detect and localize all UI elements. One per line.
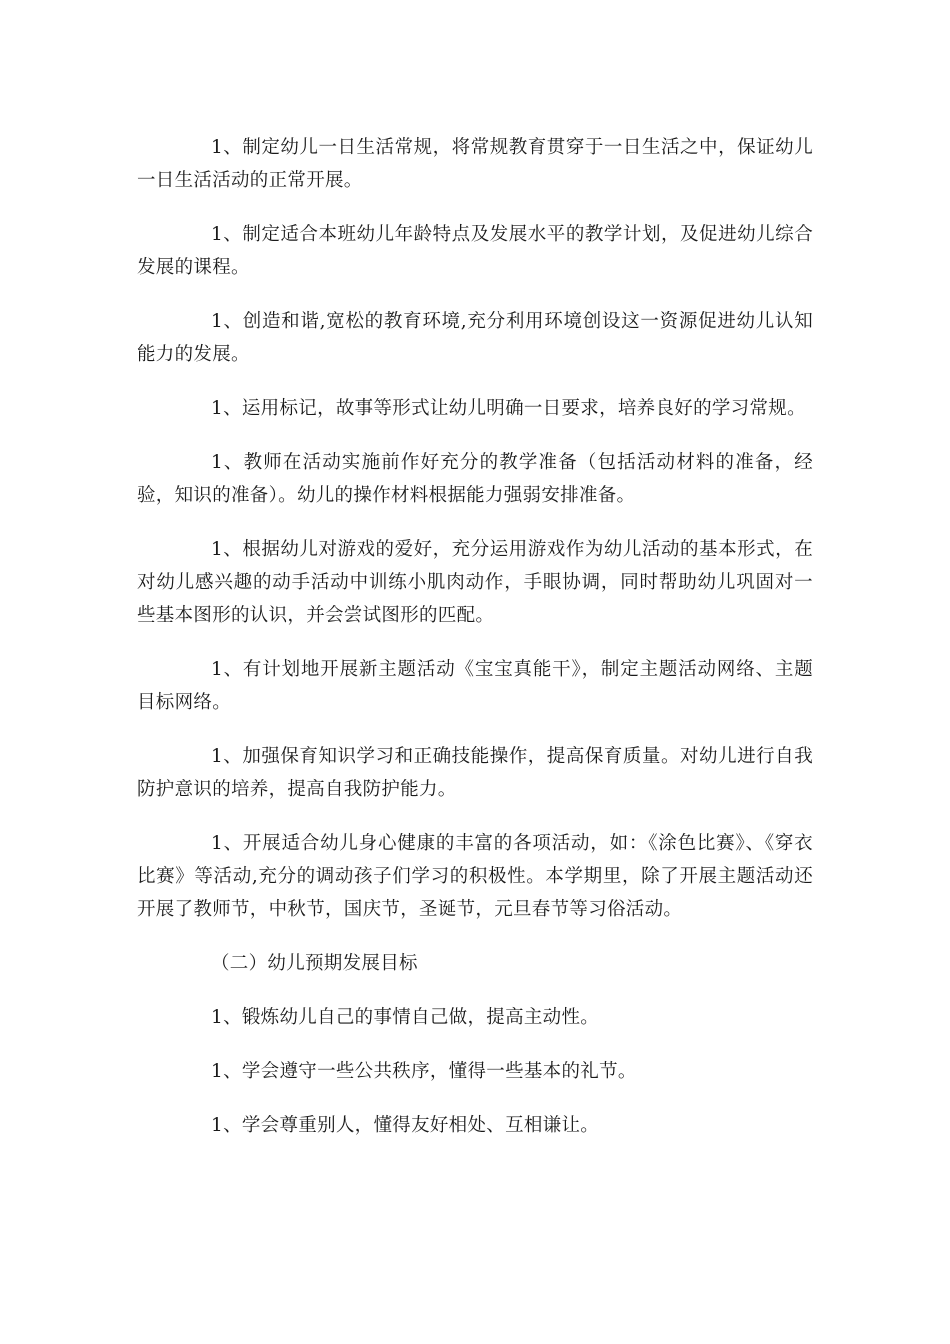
paragraph-theme-activity: 1、有计划地开展新主题活动《宝宝真能干》，制定主题活动网络、主题目标网络。	[137, 659, 813, 713]
paragraph-activities: 1、开展适合幼儿身心健康的丰富的各项活动，如：《涂色比赛》、《穿衣比赛》等活动,充分的调动孩子们学习的积极性。本学期里，除了开展主题活动还开展了教师节，中秋节，国庆节，圣诞节，元旦春节等习俗活动。	[137, 833, 813, 920]
paragraph-childcare: 1、加强保育知识学习和正确技能操作，提高保育质量。对幼儿进行自我防护意识的培养，提高自我防护能力。	[137, 746, 813, 800]
paragraph-goal-self-reliance: 1、锻炼幼儿自己的事情自己做，提高主动性。	[211, 1007, 600, 1028]
paragraph-daily-routine: 1、制定幼儿一日生活常规，将常规教育贯穿于一日生活之中，保证幼儿一日生活活动的正常开展。	[137, 137, 813, 191]
paragraph-teaching-plan: 1、制定适合本班幼儿年龄特点及发展水平的教学计划，及促进幼儿综合发展的课程。	[137, 224, 813, 278]
paragraph-environment: 1、创造和谐,宽松的教育环境,充分利用环境创设这一资源促进幼儿认知能力的发展。	[137, 311, 813, 365]
document-body	[137, 131, 813, 1163]
paragraph-marks-stories: 1、运用标记，故事等形式让幼儿明确一日要求，培养良好的学习常规。	[211, 398, 806, 419]
paragraph-goal-respect: 1、学会尊重别人，懂得友好相处、互相谦让。	[211, 1115, 600, 1136]
section-heading-development-goals: （二）幼儿预期发展目标	[211, 953, 418, 974]
paragraph-goal-public-order: 1、学会遵守一些公共秩序，懂得一些基本的礼节。	[211, 1061, 637, 1082]
paragraph-games: 1、根据幼儿对游戏的爱好，充分运用游戏作为幼儿活动的基本形式，在对幼儿感兴趣的动手活动中训练小肌肉动作，手眼协调，同时帮助幼儿巩固对一些基本图形的认识，并会尝试图形的匹配。	[137, 539, 813, 626]
paragraph-teacher-preparation: 1、教师在活动实施前作好充分的教学准备（包括活动材料的准备，经验，知识的准备）。幼儿的操作材料根据能力强弱安排准备。	[137, 452, 813, 506]
